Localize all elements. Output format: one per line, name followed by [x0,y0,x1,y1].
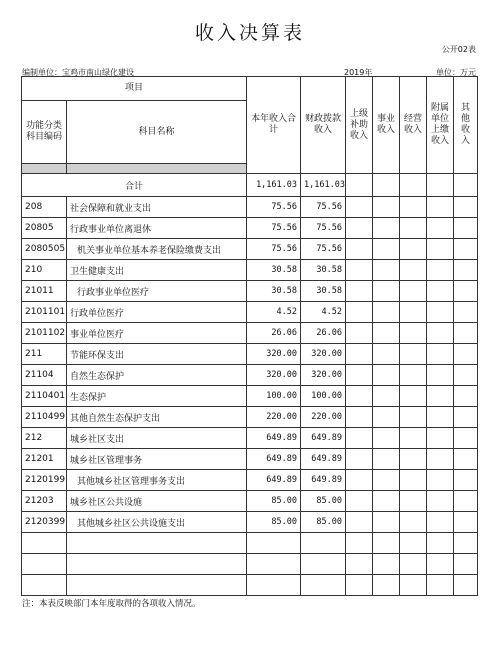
empty-cell [454,365,478,386]
row-fiscal: 85.00 [301,491,346,512]
row-name: 城乡社区支出 [67,428,247,449]
table-row [22,428,478,449]
row-income: 85.00 [247,512,301,533]
table-row [22,281,478,302]
empty-cell [346,281,373,302]
empty-cell [454,428,478,449]
row-name: 城乡社区公共设施 [67,491,247,512]
header-func-code: 功能分类科目编码 [22,101,67,164]
empty-cell [400,386,427,407]
header-business-income: 事业收入 [373,77,400,174]
empty-cell [400,260,427,281]
empty-cell [346,407,373,428]
empty-cell [373,365,400,386]
empty-cell [400,491,427,512]
empty-cell [346,365,373,386]
empty-cell [427,260,454,281]
empty-cell [454,407,478,428]
empty-cell [454,218,478,239]
empty-cell [454,512,478,533]
row-income: 320.00 [247,344,301,365]
row-fiscal: 220.00 [301,407,346,428]
empty-cell [346,323,373,344]
total-fiscal: 1,161.03 [301,174,346,197]
empty-cell [346,197,373,218]
empty-cell [346,491,373,512]
blank-row [22,554,478,575]
row-income: 75.56 [247,239,301,260]
empty-cell [400,407,427,428]
empty-cell [373,281,400,302]
table-row [22,239,478,260]
table-row [22,407,478,428]
total-income: 1,161.03 [247,174,301,197]
blank-row [22,575,478,596]
empty-cell [346,174,373,197]
header-subject-name: 科目名称 [67,101,247,164]
row-fiscal: 75.56 [301,239,346,260]
row-fiscal: 75.56 [301,218,346,239]
empty-cell [400,239,427,260]
row-income: 75.56 [247,218,301,239]
row-income: 220.00 [247,407,301,428]
empty-cell [373,428,400,449]
empty-cell [373,197,400,218]
empty-cell [373,344,400,365]
empty-cell [427,512,454,533]
row-name: 自然生态保护 [67,365,247,386]
row-name: 生态保护 [67,386,247,407]
empty-cell [373,449,400,470]
row-code: 21203 [22,491,67,512]
row-income: 4.52 [247,302,301,323]
footnote: 注：本表反映部门本年度取得的各项收入情况。 [22,599,201,609]
row-fiscal: 649.89 [301,470,346,491]
row-code: 2080505 [22,239,67,260]
separator-cell [22,164,67,174]
row-name: 行政单位医疗 [67,302,247,323]
empty-cell [400,302,427,323]
income-table [21,76,478,596]
empty-cell [346,260,373,281]
row-code: 21011 [22,281,67,302]
row-code: 2101102 [22,323,67,344]
empty-cell [427,174,454,197]
table-row [22,302,478,323]
empty-cell [454,470,478,491]
row-income: 30.58 [247,281,301,302]
report-year: 2019年 [344,68,373,77]
empty-cell [346,302,373,323]
row-fiscal: 100.00 [301,386,346,407]
row-fiscal: 30.58 [301,260,346,281]
row-name: 卫生健康支出 [67,260,247,281]
empty-cell [427,281,454,302]
row-income: 85.00 [247,491,301,512]
empty-cell [373,260,400,281]
empty-cell [373,386,400,407]
money-unit: 单位：万元 [436,68,476,77]
empty-cell [346,344,373,365]
row-name: 事业单位医疗 [67,323,247,344]
empty-cell [373,218,400,239]
empty-cell [400,323,427,344]
row-income: 30.58 [247,260,301,281]
empty-cell [346,512,373,533]
total-row [22,174,478,197]
empty-cell [346,218,373,239]
empty-cell [427,323,454,344]
empty-cell [427,302,454,323]
row-code: 211 [22,344,67,365]
header-other-income: 其他收入 [454,77,478,174]
table-row [22,323,478,344]
empty-cell [400,218,427,239]
row-code: 21201 [22,449,67,470]
total-label: 合计 [22,174,247,197]
row-code: 208 [22,197,67,218]
empty-cell [373,174,400,197]
empty-cell [454,197,478,218]
empty-cell [346,239,373,260]
row-fiscal: 85.00 [301,512,346,533]
empty-cell [454,386,478,407]
header-item: 项目 [22,77,247,101]
compiling-unit: 编制单位：宝鸡市南山绿化建设 [22,68,134,77]
row-income: 649.89 [247,449,301,470]
blank-row [22,533,478,554]
empty-cell [454,260,478,281]
empty-cell [373,512,400,533]
row-name: 其他城乡社区公共设施支出 [67,512,247,533]
table-row [22,197,478,218]
row-name: 城乡社区管理事务 [67,449,247,470]
row-fiscal: 649.89 [301,449,346,470]
table-row [22,512,478,533]
row-income: 75.56 [247,197,301,218]
row-code: 210 [22,260,67,281]
empty-cell [427,239,454,260]
empty-cell [427,470,454,491]
empty-cell [373,239,400,260]
table-row [22,386,478,407]
empty-cell [373,491,400,512]
row-fiscal: 649.89 [301,428,346,449]
header-operating-income: 经营收入 [400,77,427,174]
header-superior-subsidy: 上级补助收入 [346,77,373,174]
empty-cell [346,386,373,407]
table-row [22,365,478,386]
empty-cell [427,449,454,470]
row-code: 2120399 [22,512,67,533]
empty-cell [454,174,478,197]
row-income: 320.00 [247,365,301,386]
row-name: 机关事业单位基本养老保险缴费支出 [67,239,247,260]
table-row [22,449,478,470]
row-name: 社会保障和就业支出 [67,197,247,218]
row-fiscal: 26.06 [301,323,346,344]
row-fiscal: 4.52 [301,302,346,323]
empty-cell [427,386,454,407]
row-income: 649.89 [247,428,301,449]
empty-cell [427,218,454,239]
empty-cell [427,407,454,428]
empty-cell [454,491,478,512]
empty-cell [400,512,427,533]
empty-cell [427,365,454,386]
empty-cell [373,323,400,344]
table-row [22,344,478,365]
empty-cell [346,470,373,491]
row-income: 26.06 [247,323,301,344]
empty-cell [454,302,478,323]
row-code: 2110401 [22,386,67,407]
table-code: 公开02表 [441,45,476,54]
row-fiscal: 320.00 [301,365,346,386]
empty-cell [400,428,427,449]
row-name: 行政事业单位医疗 [67,281,247,302]
empty-cell [400,449,427,470]
row-code: 20805 [22,218,67,239]
empty-cell [400,174,427,197]
row-code: 2101101 [22,302,67,323]
empty-cell [346,428,373,449]
header-fiscal-income: 财政拨款收入 [301,77,346,174]
table-row [22,470,478,491]
table-row [22,491,478,512]
empty-cell [373,302,400,323]
empty-cell [427,428,454,449]
empty-cell [400,470,427,491]
empty-cell [427,491,454,512]
header-total-income: 本年收入合计 [247,77,301,174]
header-affiliated-income: 附属单位上缴收入 [427,77,454,174]
empty-cell [454,344,478,365]
separator-cell [67,164,247,174]
row-name: 节能环保支出 [67,344,247,365]
row-code: 2110499 [22,407,67,428]
empty-cell [427,197,454,218]
row-fiscal: 30.58 [301,281,346,302]
row-fiscal: 75.56 [301,197,346,218]
empty-cell [400,344,427,365]
empty-cell [400,365,427,386]
row-fiscal: 320.00 [301,344,346,365]
row-name: 行政事业单位离退休 [67,218,247,239]
empty-cell [373,407,400,428]
table-row [22,218,478,239]
empty-cell [454,323,478,344]
empty-cell [454,449,478,470]
empty-cell [454,281,478,302]
row-code: 2120199 [22,470,67,491]
empty-cell [454,239,478,260]
empty-cell [373,470,400,491]
row-name: 其他城乡社区管理事务支出 [67,470,247,491]
empty-cell [427,344,454,365]
empty-cell [400,281,427,302]
table-row [22,260,478,281]
row-code: 212 [22,428,67,449]
page-title: 收入决算表 [194,22,305,44]
row-income: 100.00 [247,386,301,407]
row-income: 649.89 [247,470,301,491]
row-code: 21104 [22,365,67,386]
row-name: 其他自然生态保护支出 [67,407,247,428]
empty-cell [346,449,373,470]
empty-cell [400,197,427,218]
